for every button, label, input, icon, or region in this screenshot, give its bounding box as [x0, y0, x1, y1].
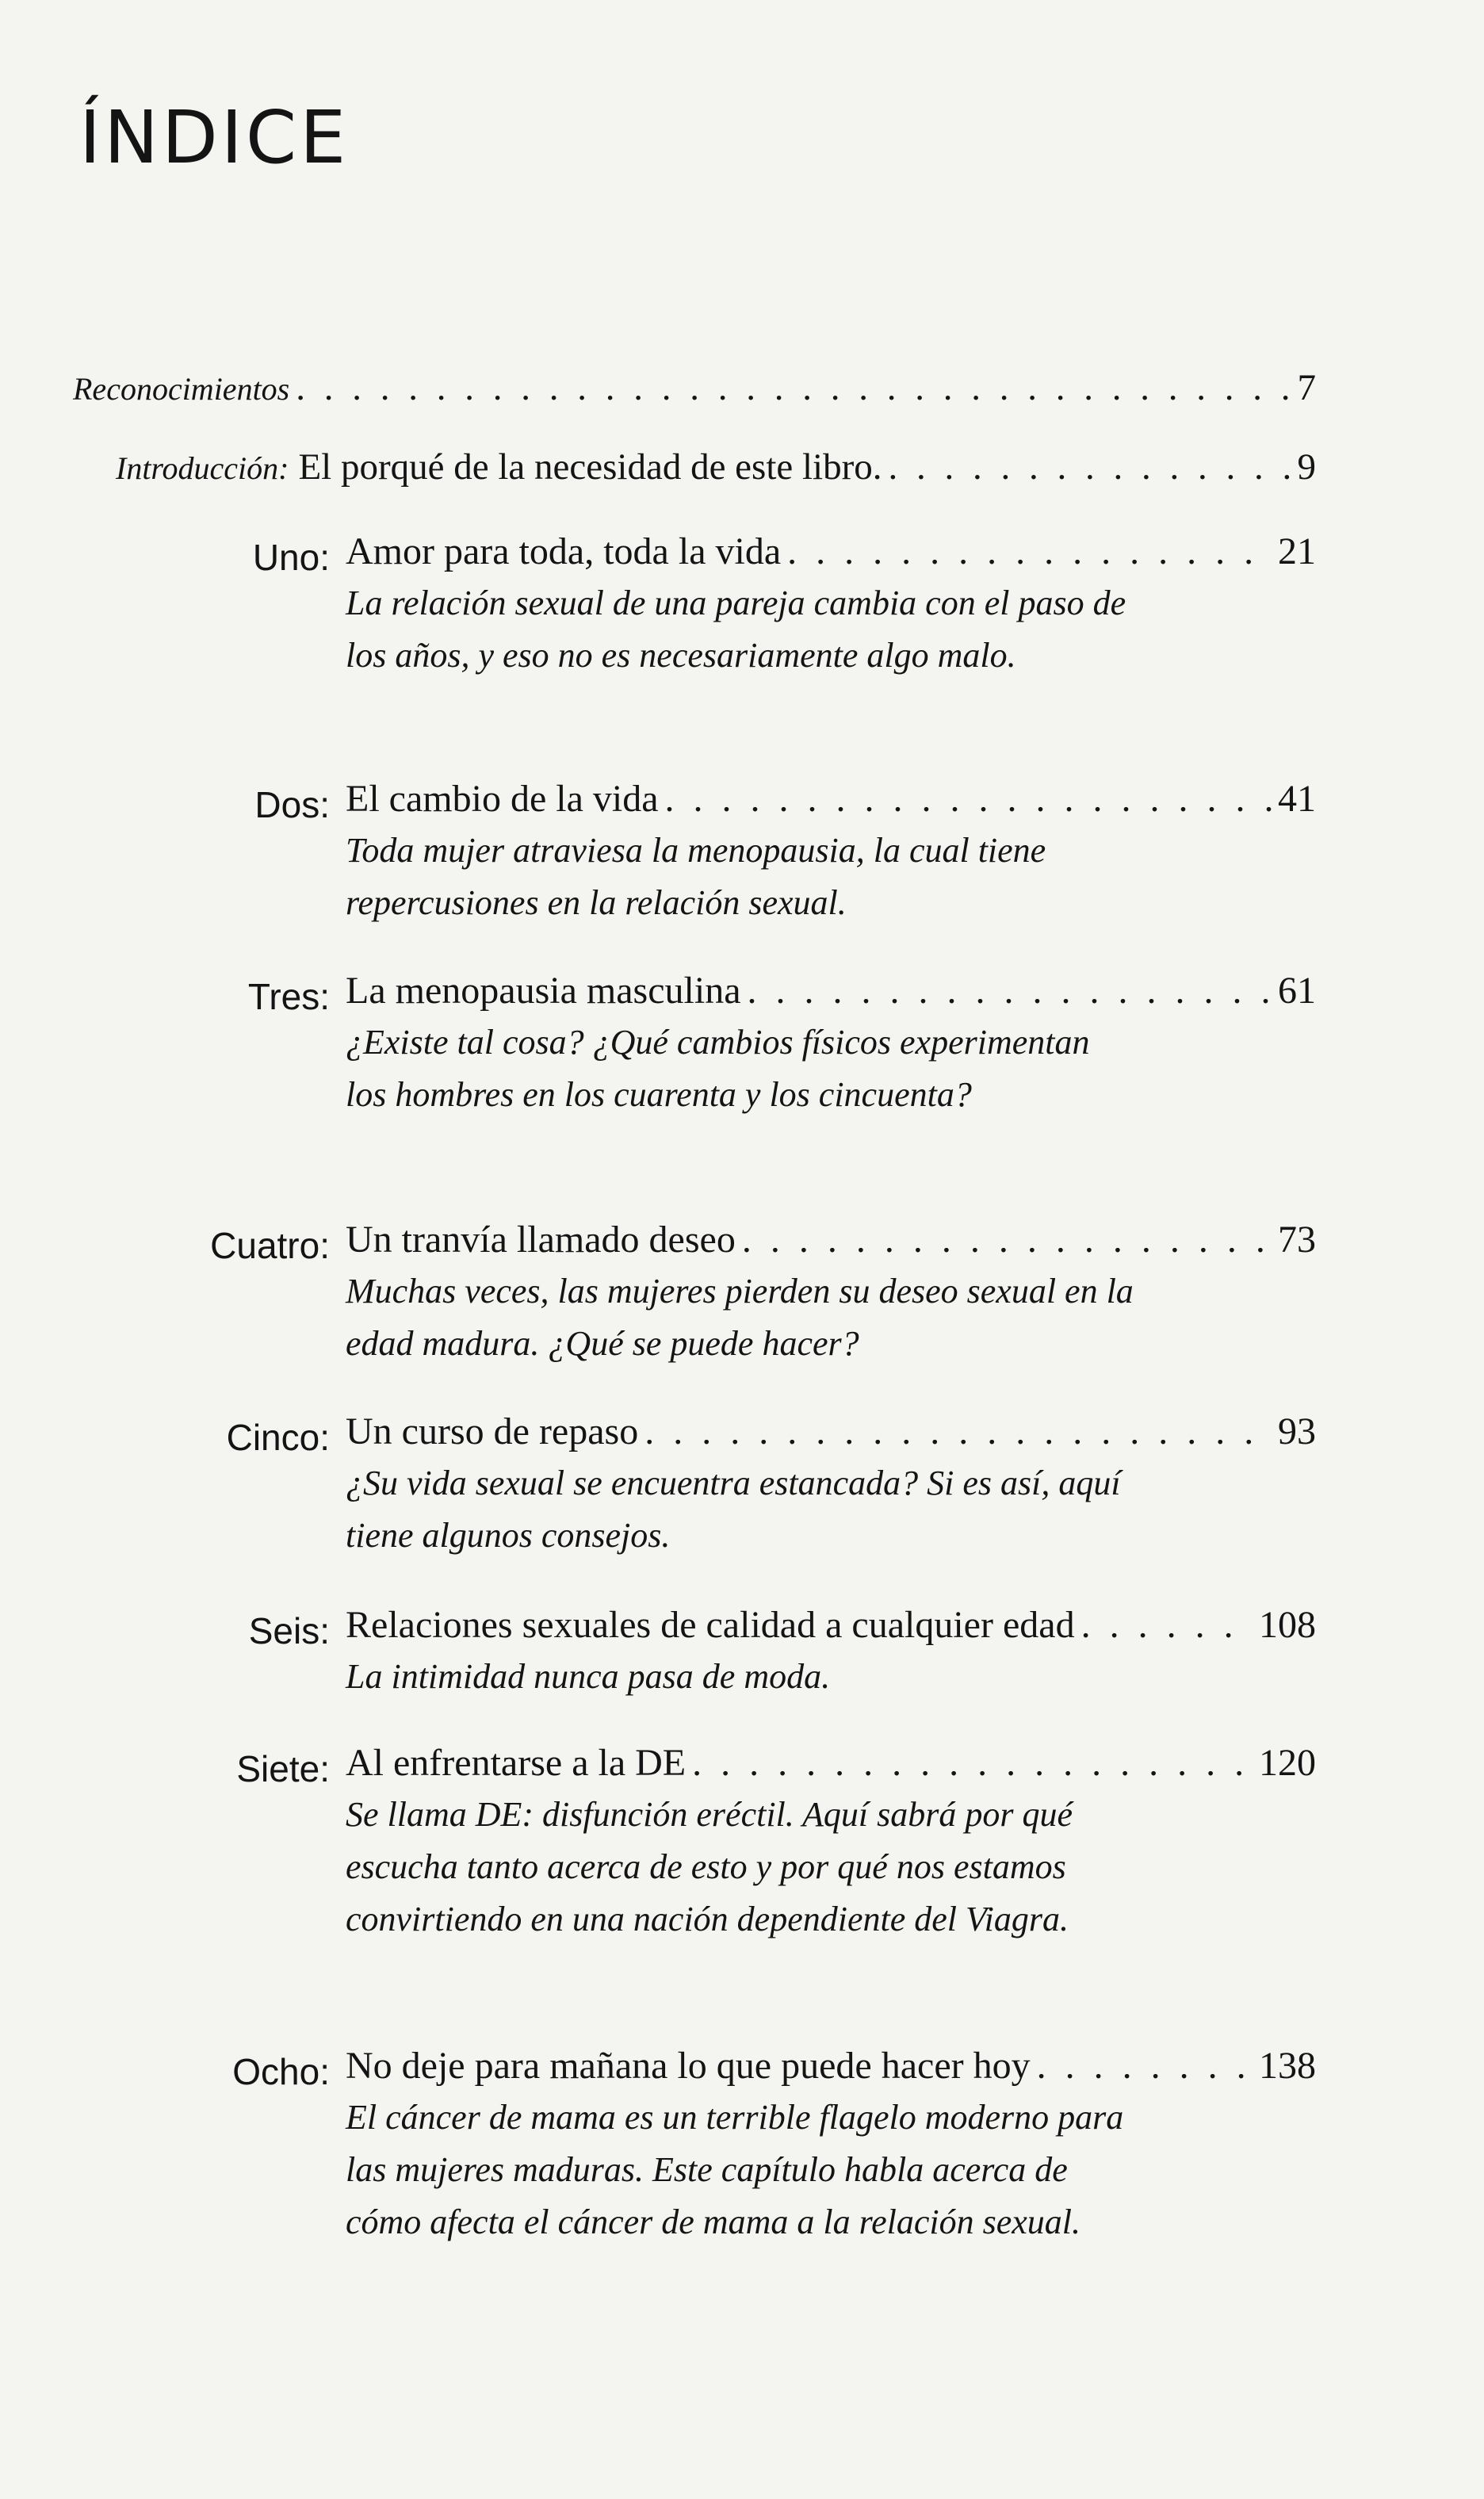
chapter-description: La relación sexual de una pareja cambia con el paso de los años, y eso no es necesariamente algo malo. — [346, 584, 1126, 675]
dot-leader — [748, 972, 1272, 1010]
chapter-title: No deje para mañana lo que puede hacer hoy — [346, 2045, 1031, 2087]
chapter-title-line — [346, 2047, 1316, 2085]
chapter-description: Se llama DE: disfunción eréctil. Aquí sabrá por qué escucha tanto acerca de esto y por qué nos estamos convirtiendo en una nación dependiente del Viagra. — [346, 1795, 1073, 1938]
dot-leader — [1037, 2047, 1253, 2085]
dot-leader — [665, 780, 1272, 818]
page-number: 21 — [1278, 530, 1316, 572]
chapter-title: Al enfrentarse a la DE — [346, 1742, 687, 1784]
chapter-title-line — [346, 1221, 1316, 1259]
chapter-label: Cuatro: — [210, 1225, 330, 1266]
chapter-description: El cáncer de mama es un terrible flagelo moderno para las mujeres maduras. Este capítulo habla acerca de cómo afecta el cáncer de mama a la relación sexual. — [346, 2098, 1124, 2241]
chapter-title-line — [346, 1744, 1316, 1782]
page-number: 7 — [1297, 367, 1316, 408]
chapter-title-line — [346, 1606, 1316, 1644]
chapter-title: Un curso de repaso — [346, 1410, 639, 1452]
dot-leader — [787, 533, 1272, 571]
dot-leader — [296, 369, 1291, 407]
chapter-title: La menopausia masculina — [346, 970, 741, 1012]
page-number: 120 — [1259, 1742, 1316, 1784]
chapter-title-line — [346, 780, 1316, 818]
page-number: 93 — [1278, 1410, 1316, 1452]
page-number: 108 — [1259, 1604, 1316, 1646]
chapter-label: Ocho: — [232, 2051, 330, 2092]
chapter-label: Cinco: — [226, 1417, 330, 1458]
toc-entry-introduction — [116, 446, 1316, 488]
dot-leader — [692, 1744, 1253, 1782]
chapter-title: Relaciones sexuales de calidad a cualquier edad — [346, 1604, 1075, 1646]
chapter-description: ¿Su vida sexual se encuentra estancada? Si es así, aquí tiene algunos consejos. — [346, 1464, 1121, 1555]
chapter-title: Amor para toda, toda la vida — [346, 530, 782, 572]
chapter-title: Un tranvía llamado deseo — [346, 1219, 736, 1261]
chapter-title-line — [346, 530, 1316, 572]
page-number: 61 — [1278, 970, 1316, 1012]
dot-leader — [742, 1221, 1272, 1259]
chapter-title-line — [346, 1410, 1316, 1452]
page-number: 73 — [1278, 1219, 1316, 1261]
entry-label: Introducción: — [116, 450, 289, 486]
chapter-description: Toda mujer atraviesa la menopausia, la cual tiene repercusiones en la relación sexual. — [346, 831, 1046, 922]
chapter-description: La intimidad nunca pasa de moda. — [346, 1657, 831, 1696]
chapter-description: Muchas veces, las mujeres pierden su deseo sexual en la edad madura. ¿Qué se puede hacer? — [346, 1272, 1134, 1363]
page-number: 41 — [1278, 778, 1316, 820]
entry-label: Reconocimientos — [73, 371, 290, 407]
chapter-title-line — [346, 972, 1316, 1010]
toc-entry-acknowledgments — [73, 369, 1316, 407]
chapter-label: Tres: — [247, 976, 330, 1017]
dot-leader — [889, 449, 1291, 486]
chapter-description: ¿Existe tal cosa? ¿Qué cambios físicos experimentan los hombres en los cuarenta y los cincuenta? — [346, 1023, 1090, 1114]
chapter-label: Seis: — [248, 1610, 330, 1651]
page-number: 138 — [1259, 2045, 1316, 2087]
chapter-label: Dos: — [254, 784, 330, 825]
dot-leader — [1081, 1606, 1253, 1644]
entry-title: El porqué de la necesidad de este libro. — [298, 446, 882, 488]
chapter-label: Uno: — [252, 537, 330, 578]
page-number: 9 — [1297, 446, 1316, 488]
chapter-label: Siete: — [236, 1748, 330, 1789]
chapter-title: El cambio de la vida — [346, 778, 659, 820]
dot-leader — [644, 1413, 1272, 1451]
page-title: ÍNDICE — [79, 95, 350, 180]
